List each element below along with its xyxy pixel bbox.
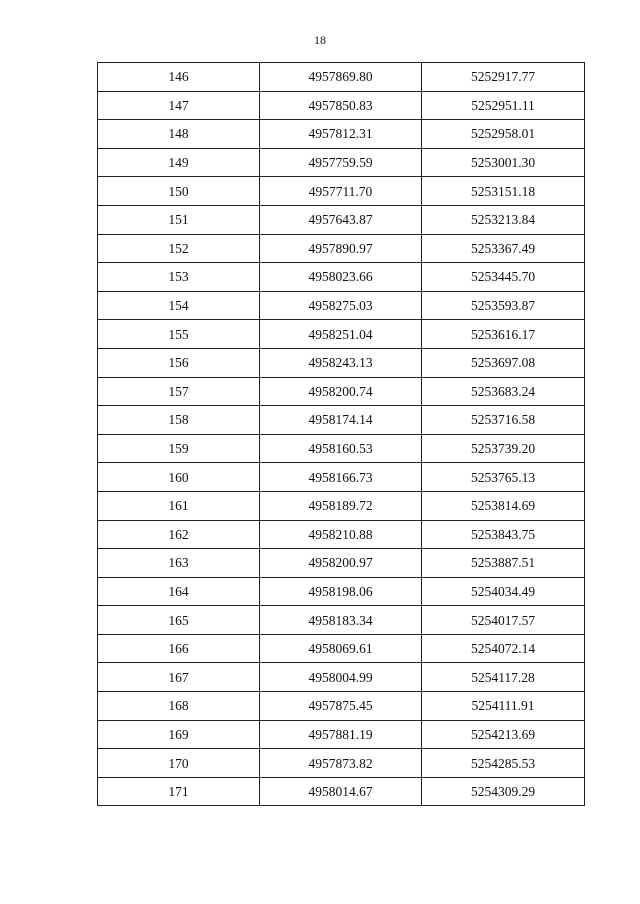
x-coordinate-cell: 4957711.70 [260,177,422,206]
y-coordinate-cell: 5252958.01 [422,120,585,149]
x-coordinate-cell: 4958004.99 [260,663,422,692]
table-row [98,91,585,120]
x-coordinate-cell: 4958160.53 [260,434,422,463]
x-coordinate-cell: 4958014.67 [260,777,422,806]
point-number-cell: 169 [98,720,260,749]
table-row [98,663,585,692]
table-row [98,491,585,520]
point-number-cell: 165 [98,606,260,635]
y-coordinate-cell: 5253367.49 [422,234,585,263]
x-coordinate-cell: 4957869.80 [260,63,422,92]
y-coordinate-cell: 5252951.11 [422,91,585,120]
x-coordinate-cell: 4958243.13 [260,348,422,377]
table-row [98,291,585,320]
table-row [98,63,585,92]
x-coordinate-cell: 4957890.97 [260,234,422,263]
x-coordinate-cell: 4958198.06 [260,577,422,606]
point-number-cell: 167 [98,663,260,692]
coordinates-table [97,62,585,806]
table-row [98,520,585,549]
table-row [98,120,585,149]
x-coordinate-cell: 4958210.88 [260,520,422,549]
y-coordinate-cell: 5254072.14 [422,634,585,663]
y-coordinate-cell: 5253843.75 [422,520,585,549]
y-coordinate-cell: 5253683.24 [422,377,585,406]
table-row [98,263,585,292]
point-number-cell: 171 [98,777,260,806]
point-number-cell: 150 [98,177,260,206]
x-coordinate-cell: 4958069.61 [260,634,422,663]
point-number-cell: 164 [98,577,260,606]
x-coordinate-cell: 4957759.59 [260,148,422,177]
y-coordinate-cell: 5253697.08 [422,348,585,377]
table-row [98,348,585,377]
table-row [98,720,585,749]
x-coordinate-cell: 4958174.14 [260,406,422,435]
x-coordinate-cell: 4957812.31 [260,120,422,149]
y-coordinate-cell: 5254111.91 [422,692,585,721]
x-coordinate-cell: 4958251.04 [260,320,422,349]
y-coordinate-cell: 5253814.69 [422,491,585,520]
table-row [98,463,585,492]
x-coordinate-cell: 4958189.72 [260,491,422,520]
point-number-cell: 151 [98,205,260,234]
point-number-cell: 146 [98,63,260,92]
y-coordinate-cell: 5252917.77 [422,63,585,92]
x-coordinate-cell: 4958023.66 [260,263,422,292]
table-row [98,177,585,206]
point-number-cell: 157 [98,377,260,406]
y-coordinate-cell: 5253887.51 [422,549,585,578]
y-coordinate-cell: 5254309.29 [422,777,585,806]
y-coordinate-cell: 5253151.18 [422,177,585,206]
x-coordinate-cell: 4958183.34 [260,606,422,635]
point-number-cell: 148 [98,120,260,149]
point-number-cell: 170 [98,749,260,778]
y-coordinate-cell: 5254034.49 [422,577,585,606]
table-row [98,634,585,663]
point-number-cell: 159 [98,434,260,463]
table-row [98,434,585,463]
point-number-cell: 147 [98,91,260,120]
table-row [98,549,585,578]
y-coordinate-cell: 5254213.69 [422,720,585,749]
y-coordinate-cell: 5253001.30 [422,148,585,177]
table-row [98,777,585,806]
x-coordinate-cell: 4957850.83 [260,91,422,120]
table-row [98,148,585,177]
x-coordinate-cell: 4957643.87 [260,205,422,234]
y-coordinate-cell: 5254017.57 [422,606,585,635]
x-coordinate-cell: 4958200.74 [260,377,422,406]
table-row [98,205,585,234]
table-row [98,377,585,406]
table-row [98,234,585,263]
table-row [98,320,585,349]
x-coordinate-cell: 4957875.45 [260,692,422,721]
point-number-cell: 155 [98,320,260,349]
point-number-cell: 161 [98,491,260,520]
point-number-cell: 153 [98,263,260,292]
x-coordinate-cell: 4958166.73 [260,463,422,492]
point-number-cell: 163 [98,549,260,578]
y-coordinate-cell: 5253445.70 [422,263,585,292]
y-coordinate-cell: 5253593.87 [422,291,585,320]
y-coordinate-cell: 5254285.53 [422,749,585,778]
y-coordinate-cell: 5253739.20 [422,434,585,463]
x-coordinate-cell: 4957873.82 [260,749,422,778]
y-coordinate-cell: 5253213.84 [422,205,585,234]
point-number-cell: 162 [98,520,260,549]
point-number-cell: 149 [98,148,260,177]
point-number-cell: 158 [98,406,260,435]
point-number-cell: 160 [98,463,260,492]
y-coordinate-cell: 5253616.17 [422,320,585,349]
y-coordinate-cell: 5253716.58 [422,406,585,435]
y-coordinate-cell: 5254117.28 [422,663,585,692]
point-number-cell: 154 [98,291,260,320]
point-number-cell: 156 [98,348,260,377]
table-row [98,749,585,778]
table-row [98,406,585,435]
coordinates-table-body [98,63,585,806]
point-number-cell: 166 [98,634,260,663]
x-coordinate-cell: 4958275.03 [260,291,422,320]
page-number: 18 [314,33,326,47]
point-number-cell: 168 [98,692,260,721]
table-row [98,692,585,721]
x-coordinate-cell: 4958200.97 [260,549,422,578]
point-number-cell: 152 [98,234,260,263]
y-coordinate-cell: 5253765.13 [422,463,585,492]
table-row [98,606,585,635]
table-row [98,577,585,606]
x-coordinate-cell: 4957881.19 [260,720,422,749]
